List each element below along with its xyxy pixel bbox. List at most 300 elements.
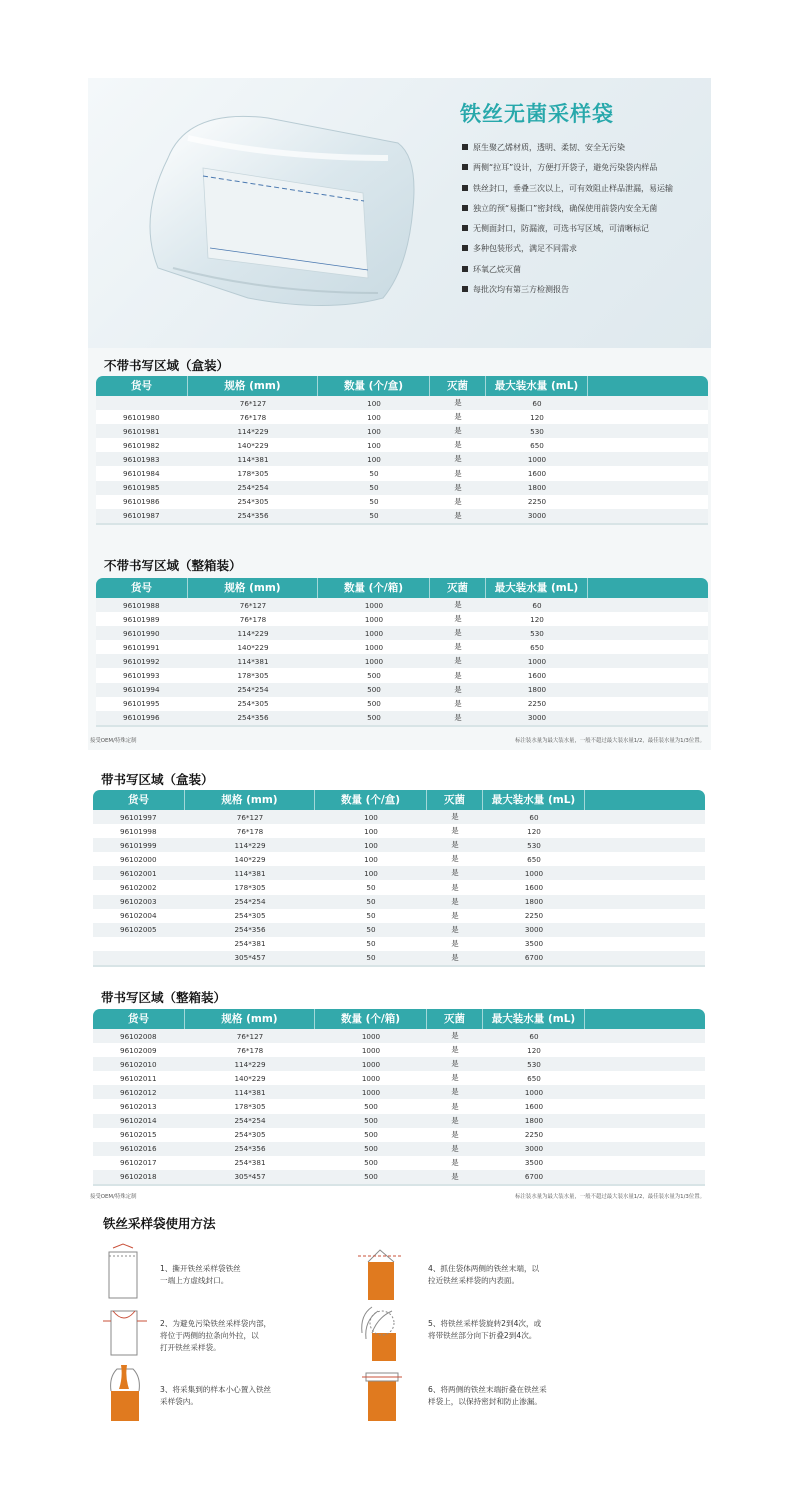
- table-cell: 114*229: [234, 840, 266, 850]
- column-header: 数量 (个/箱): [318, 578, 430, 598]
- table-row: [96, 452, 708, 466]
- table-cell: 100: [367, 440, 381, 450]
- table-row: [96, 410, 708, 424]
- step5-roll-icon: [358, 1303, 402, 1363]
- table-cell: 120: [527, 1045, 541, 1055]
- table-cell: 178*305: [237, 469, 269, 479]
- table-cell: 500: [367, 713, 381, 723]
- table-cell: 96102016: [120, 1144, 157, 1154]
- capacity-note: 标注装水量为最大装水量，一般不超过最大装水量1/2，最佳装水量为1/3位置。: [515, 738, 705, 744]
- table-cell: 96101982: [123, 440, 160, 450]
- table-cell: 114*381: [237, 656, 269, 666]
- table-cell: 254*254: [237, 685, 269, 695]
- table-cell: 114*381: [234, 868, 266, 878]
- table-header: [96, 376, 708, 396]
- table-cell: 是: [451, 1171, 459, 1181]
- table-cell: 96102008: [120, 1031, 157, 1041]
- table-row: [93, 1128, 705, 1142]
- table-row: [96, 711, 708, 725]
- table-cell: 96101999: [120, 840, 157, 850]
- table-cell: 500: [367, 699, 381, 709]
- table-row: [96, 509, 708, 523]
- oem-note: 接受OEM/特殊定制: [90, 738, 137, 744]
- table-cell: 1800: [527, 483, 547, 493]
- table-cell: 2250: [524, 911, 544, 921]
- table-title: 不带书写区域（整箱装）: [104, 558, 242, 573]
- table-row: [93, 1156, 705, 1170]
- column-header: 灭菌: [427, 790, 483, 810]
- table-cell: 254*254: [234, 897, 266, 907]
- step5-text: 5、将铁丝采样袋旋转2到4次，或 将带铁丝部分向下折叠2到4次。: [428, 1319, 542, 1340]
- table-cell: 96102013: [120, 1102, 157, 1112]
- column-header: 最大装水量 (mL): [483, 790, 585, 810]
- table-cell: 1000: [524, 868, 544, 878]
- table-cell: 96102012: [120, 1087, 157, 1097]
- table-row: [96, 640, 708, 654]
- table-cell: 530: [530, 628, 544, 638]
- table-cell: 50: [369, 469, 379, 479]
- table-cell: 96101997: [120, 812, 157, 822]
- table-row: [93, 1071, 705, 1085]
- table-cell: 是: [454, 600, 462, 610]
- table-row: [93, 852, 705, 866]
- feature-item: 每批次均有第三方检测报告: [462, 280, 673, 300]
- table-cell: 96101981: [123, 426, 160, 436]
- table-cell: 96102002: [120, 883, 157, 893]
- step2-pull-icon: [103, 1303, 147, 1363]
- table-cell: 3500: [524, 1158, 544, 1168]
- table-title: 带书写区域（整箱装）: [101, 990, 227, 1005]
- table-cell: 50: [366, 897, 376, 907]
- table-cell: 是: [451, 1087, 459, 1097]
- table-cell: 500: [364, 1116, 378, 1126]
- table-bottom-rule: [96, 523, 708, 525]
- column-header: 数量 (个/盒): [315, 790, 427, 810]
- table-cell: 650: [527, 854, 541, 864]
- feature-item: 独立的预“易撕口”密封线，确保使用前袋内安全无菌: [462, 199, 673, 219]
- table-cell: 96102004: [120, 911, 157, 921]
- table-cell: 305*457: [234, 953, 266, 963]
- table-row: [96, 396, 708, 410]
- table-cell: 100: [364, 854, 378, 864]
- spec-table: [93, 790, 705, 967]
- table-header: [96, 578, 708, 598]
- table-cell: 1000: [364, 642, 384, 652]
- table-bottom-rule: [96, 725, 708, 727]
- table-cell: 254*381: [234, 1158, 266, 1168]
- table-cell: 是: [454, 468, 462, 478]
- table-cell: 1000: [524, 1087, 544, 1097]
- table-cell: 2250: [524, 1130, 544, 1140]
- table-cell: 76*178: [236, 826, 264, 836]
- table-row: [96, 683, 708, 697]
- table-cell: 254*356: [234, 925, 266, 935]
- table-cell: 1800: [524, 1116, 544, 1126]
- column-header: [588, 376, 708, 396]
- table-row: [96, 654, 708, 668]
- column-header: 灭菌: [430, 578, 486, 598]
- table-cell: 1800: [527, 685, 547, 695]
- table-cell: 96102005: [120, 925, 157, 935]
- table-cell: 50: [366, 883, 376, 893]
- step2-text: 2、为避免污染铁丝采样袋内部， 将位于两侧的拉条向外拉，以 打开铁丝采样袋。: [160, 1319, 272, 1352]
- table-cell: 96102001: [120, 868, 157, 878]
- column-header: [588, 578, 708, 598]
- column-header: 数量 (个/盒): [318, 376, 430, 396]
- table-cell: 96101991: [123, 642, 160, 652]
- table-cell: 是: [451, 812, 459, 822]
- table-cell: 96101996: [123, 713, 160, 723]
- table-cell: 60: [532, 398, 542, 408]
- table-cell: 650: [527, 1073, 541, 1083]
- sampling-bag-photo: [128, 98, 428, 338]
- table-row: [93, 880, 705, 894]
- column-header: 灭菌: [430, 376, 486, 396]
- table-cell: 96101998: [120, 826, 157, 836]
- table-cell: 是: [454, 656, 462, 666]
- table-row: [93, 1057, 705, 1071]
- table-cell: 96101984: [123, 469, 160, 479]
- table-cell: 96101993: [123, 671, 160, 681]
- table-cell: 是: [454, 670, 462, 680]
- usage-method-title: 铁丝采样袋使用方法: [103, 1216, 216, 1231]
- table-cell: 3000: [524, 925, 544, 935]
- table-row: [93, 923, 705, 937]
- table-cell: 530: [530, 426, 544, 436]
- table-cell: 50: [366, 939, 376, 949]
- table-cell: 254*254: [234, 1116, 266, 1126]
- table-row: [96, 612, 708, 626]
- table-cell: 60: [532, 600, 542, 610]
- column-header: 规格 (mm): [185, 790, 315, 810]
- table-cell: 是: [451, 1045, 459, 1055]
- bullet-icon: [462, 185, 468, 191]
- table-cell: 1000: [361, 1059, 381, 1069]
- table-cell: 1000: [527, 454, 547, 464]
- table-cell: 96101994: [123, 685, 160, 695]
- table-row: [93, 1085, 705, 1099]
- table-title: 不带书写区域（盒装）: [104, 358, 230, 373]
- table-cell: 254*356: [237, 511, 269, 521]
- bullet-icon: [462, 286, 468, 292]
- feature-item: 两侧“拉耳”设计，方便打开袋子，避免污染袋内样品: [462, 158, 673, 178]
- table-cell: 6700: [524, 1172, 544, 1182]
- table-cell: 1000: [364, 614, 384, 624]
- table-cell: 96102015: [120, 1130, 157, 1140]
- spec-table: [96, 376, 708, 525]
- table-cell: 2250: [527, 497, 547, 507]
- table-cell: 50: [369, 511, 379, 521]
- table-cell: 100: [364, 826, 378, 836]
- table-body: [96, 598, 708, 725]
- table-cell: 254*305: [237, 497, 269, 507]
- table-row: [96, 697, 708, 711]
- table-row: [93, 838, 705, 852]
- table-cell: 是: [451, 924, 459, 934]
- table-cell: 120: [530, 614, 544, 624]
- bullet-icon: [462, 266, 468, 272]
- table-cell: 是: [451, 1059, 459, 1069]
- table-cell: 是: [451, 938, 459, 948]
- table-cell: 96102000: [120, 854, 157, 864]
- table-cell: 530: [527, 840, 541, 850]
- capacity-note: 标注装水量为最大装水量，一般不超过最大装水量1/2，最佳装水量为1/3位置。: [515, 1194, 705, 1200]
- column-header: 规格 (mm): [188, 578, 318, 598]
- table-cell: 96101986: [123, 497, 160, 507]
- table-cell: 178*305: [234, 1102, 266, 1112]
- table-cell: 96101980: [123, 412, 160, 422]
- table-cell: 114*229: [237, 426, 269, 436]
- table-cell: 96101987: [123, 511, 160, 521]
- step6-seal-icon: [358, 1363, 402, 1423]
- table-cell: 254*381: [234, 939, 266, 949]
- hero-banner: [88, 78, 711, 348]
- column-header: 货号: [96, 376, 188, 396]
- table-cell: 114*381: [237, 454, 269, 464]
- table-row: [96, 598, 708, 612]
- table-cell: 500: [364, 1144, 378, 1154]
- table-cell: 254*356: [237, 713, 269, 723]
- table-cell: 是: [454, 398, 462, 408]
- column-header: 最大装水量 (mL): [486, 376, 588, 396]
- table-cell: 是: [451, 1143, 459, 1153]
- table-cell: 96102014: [120, 1116, 157, 1126]
- table-cell: 是: [454, 440, 462, 450]
- product-title: 铁丝无菌采样袋: [460, 102, 614, 126]
- column-header: 数量 (个/箱): [315, 1009, 427, 1029]
- table-cell: 100: [364, 812, 378, 822]
- feature-item: 多种包装形式，满足不同需求: [462, 239, 673, 259]
- table-cell: 140*229: [234, 1073, 266, 1083]
- bullet-icon: [462, 225, 468, 231]
- table-cell: 96101992: [123, 656, 160, 666]
- feature-item: 铁丝封口，垂叠三次以上，可有效阻止样品泄漏，易运输: [462, 179, 673, 199]
- table-cell: 76*127: [239, 600, 267, 610]
- table-cell: 1600: [527, 469, 547, 479]
- feature-item: 原生聚乙烯材质，透明、柔韧、安全无污染: [462, 138, 673, 158]
- spec-table: [96, 578, 708, 727]
- step1-open-icon: [103, 1242, 147, 1302]
- table-header: [93, 790, 705, 810]
- table-row: [93, 1043, 705, 1057]
- table-row: [93, 866, 705, 880]
- table-cell: 1600: [524, 883, 544, 893]
- table-cell: 6700: [524, 953, 544, 963]
- table-cell: 100: [364, 840, 378, 850]
- feature-item: 无侧面封口，防漏液，可选书写区域，可清晰标记: [462, 219, 673, 239]
- table-cell: 是: [451, 1115, 459, 1125]
- bullet-icon: [462, 205, 468, 211]
- table-cell: 114*229: [237, 628, 269, 638]
- table-cell: 305*457: [234, 1172, 266, 1182]
- table-cell: 76*178: [236, 1045, 264, 1055]
- table-cell: 是: [451, 868, 459, 878]
- column-header: 货号: [93, 790, 185, 810]
- table-cell: 96102018: [120, 1172, 157, 1182]
- feature-list: [462, 138, 673, 300]
- table-cell: 120: [527, 826, 541, 836]
- table-cell: 是: [451, 882, 459, 892]
- table-cell: 500: [364, 1158, 378, 1168]
- table-cell: 1000: [364, 600, 384, 610]
- column-header: 最大装水量 (mL): [483, 1009, 585, 1029]
- table-cell: 140*229: [234, 854, 266, 864]
- table-cell: 是: [454, 684, 462, 694]
- table-cell: 是: [451, 854, 459, 864]
- table-cell: 是: [451, 1129, 459, 1139]
- table-row: [96, 626, 708, 640]
- table-cell: 76*127: [236, 1031, 264, 1041]
- table-cell: 120: [530, 412, 544, 422]
- table-cell: 500: [367, 685, 381, 695]
- table-cell: 254*356: [234, 1144, 266, 1154]
- table-cell: 3000: [527, 713, 547, 723]
- table-cell: 96101990: [123, 628, 160, 638]
- table-cell: 96102009: [120, 1045, 157, 1055]
- table-cell: 1000: [361, 1073, 381, 1083]
- table-cell: 是: [454, 642, 462, 652]
- table-row: [96, 481, 708, 495]
- column-header: 货号: [96, 578, 188, 598]
- table-cell: 是: [451, 826, 459, 836]
- table-cell: 96102003: [120, 897, 157, 907]
- table-cell: 96101995: [123, 699, 160, 709]
- table-cell: 140*229: [237, 440, 269, 450]
- table-cell: 96102011: [120, 1073, 157, 1083]
- table-cell: 114*229: [234, 1059, 266, 1069]
- step3-text: 3、将采集到的样本小心置入铁丝 采样袋内。: [160, 1385, 272, 1406]
- table-cell: 3000: [524, 1144, 544, 1154]
- table-cell: 650: [530, 642, 544, 652]
- table-cell: 是: [451, 1157, 459, 1167]
- table-row: [93, 909, 705, 923]
- table-body: [96, 396, 708, 523]
- table-cell: 1600: [524, 1102, 544, 1112]
- table-cell: 254*305: [234, 911, 266, 921]
- table-cell: 96101989: [123, 614, 160, 624]
- column-header: 最大装水量 (mL): [486, 578, 588, 598]
- column-header: 规格 (mm): [185, 1009, 315, 1029]
- table-cell: 1000: [361, 1087, 381, 1097]
- table-cell: 1000: [527, 656, 547, 666]
- bullet-icon: [462, 245, 468, 251]
- table-row: [93, 1142, 705, 1156]
- spec-table: [93, 1009, 705, 1186]
- table-cell: 是: [454, 628, 462, 638]
- column-header: 灭菌: [427, 1009, 483, 1029]
- step6-text: 6、将两侧的铁丝末端折叠在铁丝采 样袋上，以保持密封和防止渗漏。: [428, 1385, 547, 1406]
- table-cell: 60: [529, 1031, 539, 1041]
- table-row: [96, 424, 708, 438]
- table-cell: 是: [454, 426, 462, 436]
- table-row: [96, 495, 708, 509]
- table-cell: 178*305: [234, 883, 266, 893]
- table-cell: 1600: [527, 671, 547, 681]
- table-cell: 500: [364, 1172, 378, 1182]
- table-cell: 500: [364, 1102, 378, 1112]
- table-cell: 是: [454, 412, 462, 422]
- table-bottom-rule: [93, 965, 705, 967]
- table-cell: 100: [364, 868, 378, 878]
- table-cell: 76*127: [239, 398, 267, 408]
- table-cell: 96101988: [123, 600, 160, 610]
- table-cell: 是: [454, 454, 462, 464]
- table-cell: 96101985: [123, 483, 160, 493]
- table-cell: 是: [451, 1031, 459, 1041]
- table-cell: 96102010: [120, 1059, 157, 1069]
- table-cell: 2250: [527, 699, 547, 709]
- table-cell: 1000: [361, 1031, 381, 1041]
- table-cell: 140*229: [237, 642, 269, 652]
- table-cell: 60: [529, 812, 539, 822]
- table-title: 带书写区域（盒装）: [101, 772, 214, 787]
- table-cell: 是: [454, 712, 462, 722]
- table-cell: 50: [369, 483, 379, 493]
- table-body: [93, 810, 705, 965]
- column-header: [585, 1009, 705, 1029]
- table-row: [93, 937, 705, 951]
- table-row: [96, 438, 708, 452]
- table-cell: 254*305: [237, 699, 269, 709]
- table-cell: 是: [451, 1101, 459, 1111]
- table-cell: 1000: [364, 628, 384, 638]
- table-cell: 是: [451, 952, 459, 962]
- table-row: [93, 895, 705, 909]
- table-cell: 500: [367, 671, 381, 681]
- table-cell: 1000: [361, 1045, 381, 1055]
- table-cell: 254*305: [234, 1130, 266, 1140]
- table-bottom-rule: [93, 1184, 705, 1186]
- table-row: [93, 824, 705, 838]
- table-cell: 是: [454, 482, 462, 492]
- column-header: 规格 (mm): [188, 376, 318, 396]
- table-cell: 76*178: [239, 412, 267, 422]
- table-body: [93, 1029, 705, 1184]
- table-cell: 100: [367, 454, 381, 464]
- table-cell: 是: [454, 614, 462, 624]
- table-cell: 254*254: [237, 483, 269, 493]
- step3-fill-icon: [103, 1363, 147, 1423]
- table-row: [93, 1099, 705, 1113]
- table-row: [93, 951, 705, 965]
- table-header: [93, 1009, 705, 1029]
- table-cell: 76*127: [236, 812, 264, 822]
- column-header: 货号: [93, 1009, 185, 1029]
- table-cell: 500: [364, 1130, 378, 1140]
- table-cell: 100: [367, 398, 381, 408]
- step1-text: 1、撕开铁丝采样袋铁丝 一端上方虚线封口。: [160, 1264, 241, 1285]
- table-cell: 50: [366, 953, 376, 963]
- table-cell: 是: [454, 510, 462, 520]
- table-cell: 3000: [527, 511, 547, 521]
- table-cell: 650: [530, 440, 544, 450]
- table-row: [93, 1114, 705, 1128]
- table-row: [93, 810, 705, 824]
- table-cell: 是: [451, 896, 459, 906]
- table-cell: 1000: [364, 656, 384, 666]
- table-cell: 3500: [524, 939, 544, 949]
- table-cell: 50: [366, 911, 376, 921]
- table-cell: 50: [366, 925, 376, 935]
- table-row: [96, 668, 708, 682]
- column-header: [585, 790, 705, 810]
- step4-wire-icon: [358, 1242, 402, 1302]
- table-cell: 1800: [524, 897, 544, 907]
- table-cell: 是: [454, 496, 462, 506]
- table-row: [96, 466, 708, 480]
- bullet-icon: [462, 144, 468, 150]
- table-cell: 76*178: [239, 614, 267, 624]
